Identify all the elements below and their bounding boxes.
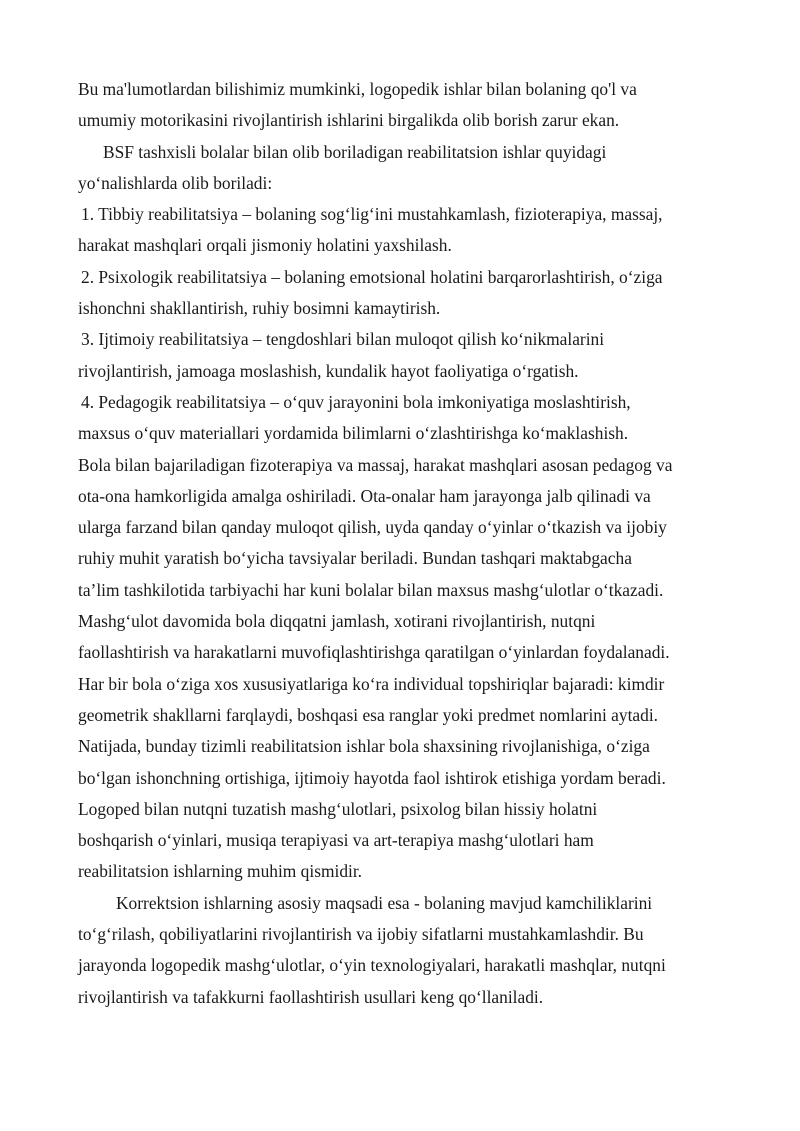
text-line: faollashtirish va harakatlarni muvofiqlashtirishga qaratilgan o‘yinlardan foydalanadi. (78, 642, 670, 663)
text-line: Natijada, bunday tizimli reabilitatsion ishlar bola shaxsining rivojlanishiga, o‘ziga (78, 736, 650, 757)
text-line: harakat mashqlari orqali jismoniy holatini yaxshilash. (78, 235, 452, 256)
text-line: rivojlantirish, jamoaga moslashish, kundalik hayot faoliyatiga o‘rgatish. (78, 360, 579, 381)
text-line: yo‘nalishlarda olib boriladi: (78, 172, 273, 193)
paragraph-start-line: BSF tashxisli bolalar bilan olib boriladigan reabilitatsion ishlar quyidagi (103, 141, 607, 162)
text-line: ularga farzand bilan qanday muloqot qilish, uyda qanday o‘yinlar o‘tkazish va ijobiy (78, 517, 667, 538)
text-line: rivojlantirish va tafakkurni faollashtirish usullari keng qo‘llaniladi. (78, 986, 544, 1007)
list-item-3: 3. Ijtimoiy reabilitatsiya – tengdoshlari bilan muloqot qilish ko‘nikmalarini (81, 329, 605, 350)
text-line: Logoped bilan nutqni tuzatish mashg‘ulotlari, psixolog bilan hissiy holatni (78, 798, 598, 819)
list-item-1: 1. Tibbiy reabilitatsiya – bolaning sog‘lig‘ini mustahkamlash, fizioterapiya, massaj, (81, 204, 663, 225)
text-line: maxsus o‘quv materiallari yordamida bilimlarni o‘zlashtirishga ko‘maklashish. (78, 423, 629, 444)
text-line: ishonchni shakllantirish, ruhiy bosimni kamaytirish. (78, 298, 441, 319)
list-item-4: 4. Pedagogik reabilitatsiya – o‘quv jarayonini bola imkoniyatiga moslashtirish, (81, 391, 631, 412)
document-body (78, 74, 728, 1013)
list-item-2: 2. Psixologik reabilitatsiya – bolaning emotsional holatini barqarorlashtirish, o‘ziga (81, 266, 663, 287)
text-line: geometrik shakllarni farqlaydi, boshqasi esa ranglar yoki predmet nomlarini aytadi. (78, 704, 658, 725)
text-line: Bu ma'lumotlardan bilishimiz mumkinki, logopedik ishlar bilan bolaning qo'l va (78, 79, 637, 99)
text-line: ruhiy muhit yaratish bo‘yicha tavsiyalar beriladi. Bundan tashqari maktabgacha (78, 548, 632, 569)
text-line: Har bir bola o‘ziga xos xususiyatlariga ko‘ra individual topshiriqlar bajaradi: kimdir (78, 673, 665, 694)
text-line: jarayonda logopedik mashg‘ulotlar, o‘yin texnologiyalari, harakatli mashqlar, nutqni (78, 955, 666, 976)
text-line: ota-ona hamkorligida amalga oshiriladi. Ota-onalar ham jarayonga jalb qilinadi va (78, 485, 651, 506)
text-line: Mashg‘ulot davomida bola diqqatni jamlash, xotirani rivojlantirish, nutqni (78, 611, 596, 632)
text-line: bo‘lgan ishonchning ortishiga, ijtimoiy hayotda faol ishtirok etishiga yordam beradi. (78, 767, 666, 788)
text-line: umumiy motorikasini rivojlantirish ishlarini birgalikda olib borish zarur ekan. (78, 110, 620, 131)
text-line: ta’lim tashkilotida tarbiyachi har kuni bolalar bilan maxsus mashg‘ulotlar o‘tkazadi. (78, 579, 664, 600)
text-line: reabilitatsion ishlarning muhim qismidir. (78, 861, 363, 882)
text-line: boshqarish o‘yinlari, musiqa terapiyasi va art-terapiya mashg‘ulotlari ham (78, 830, 594, 851)
text-line: to‘g‘rilash, qobiliyatlarini rivojlantirish va ijobiy sifatlarni mustahkamlashdir. Bu (78, 924, 644, 945)
paragraph-start-line: Korrektsion ishlarning asosiy maqsadi esa - bolaning mavjud kamchiliklarini (116, 892, 653, 913)
text-line: Bola bilan bajariladigan fizoterapiya va massaj, harakat mashqlari asosan pedagog va (78, 454, 673, 475)
